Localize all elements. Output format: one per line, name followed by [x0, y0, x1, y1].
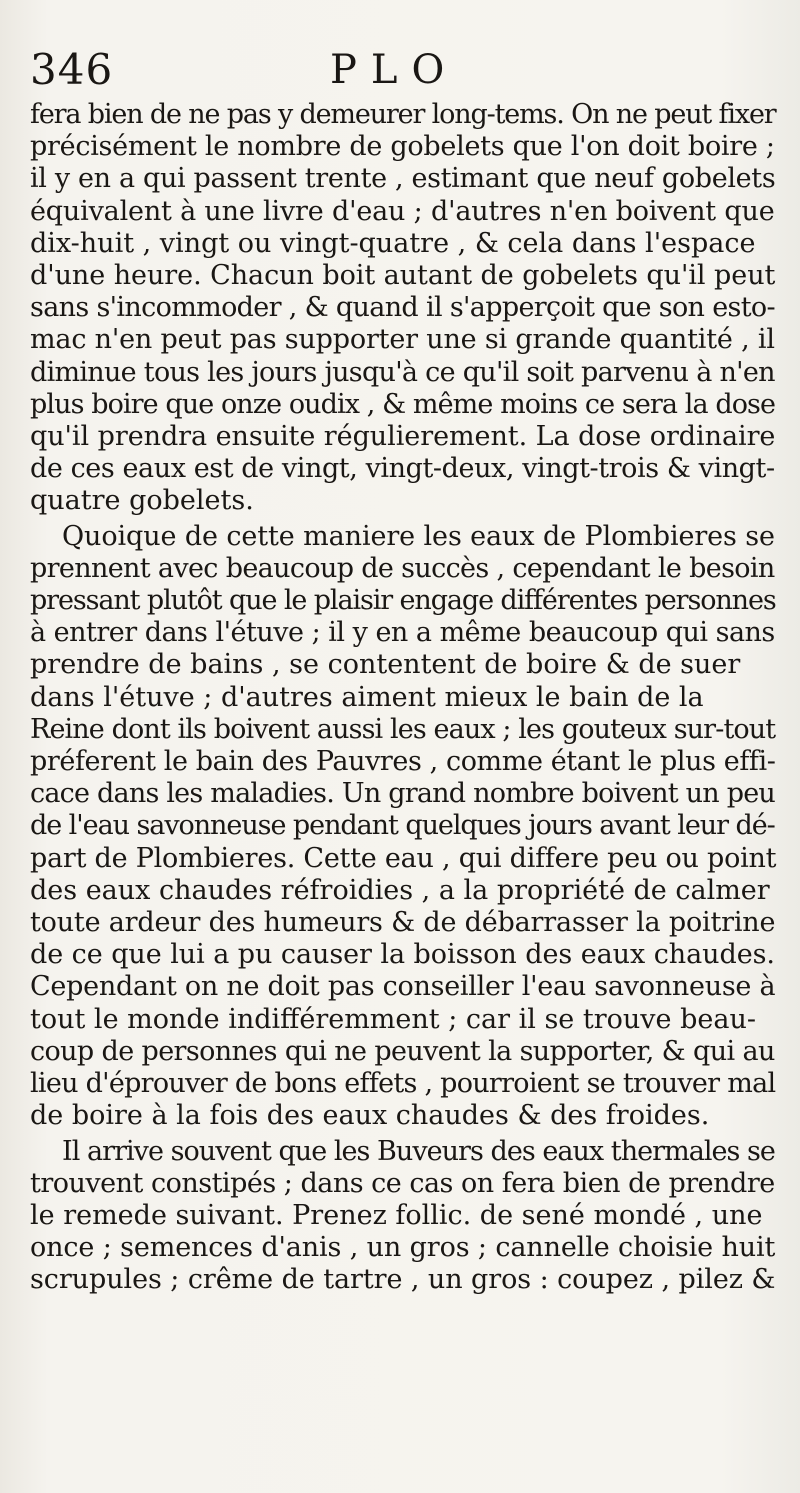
text-line: once ; semences d'anis , un gros ; cannelle choisie huit [30, 1232, 776, 1264]
text-line: part de Plombieres. Cette eau , qui differe peu ou point [30, 842, 777, 874]
text-line: d'une heure. Chacun boit autant de gobelets qu'il peut [30, 260, 776, 292]
body-text [30, 99, 775, 1297]
text-line: Quoique de cette maniere les eaux de Plombieres se [62, 520, 775, 552]
text-line: fera bien de ne pas y demeurer long-tems. On ne peut fixer [30, 99, 776, 130]
text-line: trouvent constipés ; dans ce cas on fera bien de prendre [30, 1167, 775, 1199]
page-number: 346 [30, 45, 114, 94]
text-line: dans l'étuve ; d'autres aiment mieux le bain de la [30, 681, 704, 713]
text-line: sans s'incommoder , & quand il s'apperçoit que son esto- [30, 292, 775, 324]
page-header [0, 44, 800, 96]
paragraph-2 [30, 521, 775, 1133]
text-line: lieu d'éprouver de bons effets , pourroient se trouver mal [30, 1068, 776, 1100]
text-line: plus boire que onze oudix , & même moins ce sera la dose [30, 388, 776, 420]
text-line: Reine dont ils boivent aussi les eaux ; les gouteux sur-tout [30, 713, 776, 745]
text-line: de l'eau savonneuse pendant quelques jours avant leur dé- [30, 810, 775, 842]
running-head: PLO [330, 47, 459, 93]
text-line: diminue tous les jours jusqu'à ce qu'il soit parvenu à n'en [30, 356, 775, 388]
text-line: prennent avec beaucoup de succès , cependant le besoin [30, 552, 775, 584]
text-line: mac n'en peut pas supporter une si grande quantité , il [30, 324, 775, 356]
text-line: le remede suivant. Prenez follic. de sené mondé , une [30, 1199, 763, 1231]
text-line: coup de personnes qui ne peuvent la supporter, & qui au [30, 1035, 775, 1067]
text-line: cace dans les maladies. Un grand nombre boivent un peu [30, 778, 776, 810]
text-line: il y en a qui passent trente , estimant que neuf gobelets [30, 163, 776, 195]
text-line: précisément le nombre de gobelets que l'on doit boire ; [30, 131, 775, 163]
text-line: de ce que lui a pu causer la boisson des eaux chaudes. [30, 939, 775, 971]
text-line: dix-huit , vingt ou vingt-quatre , & cela dans l'espace [30, 227, 756, 259]
text-line: de boire à la fois des eaux chaudes & des froides. [30, 1100, 710, 1132]
paragraph-1 [30, 99, 775, 518]
text-line: scrupules ; crême de tartre , un gros : coupez , pilez & [30, 1264, 776, 1296]
text-line: Il arrive souvent que les Buveurs des eaux thermales se [62, 1135, 775, 1167]
text-line: quatre gobelets. [30, 485, 254, 517]
text-line: toute ardeur des humeurs & de débarrasser la poitrine [30, 907, 776, 939]
text-line: de ces eaux est de vingt, vingt-deux, vingt-trois & vingt- [30, 453, 775, 485]
text-line: pressant plutôt que le plaisir engage différentes personnes [30, 585, 776, 617]
text-line: tout le monde indifféremment ; car il se trouve beau- [30, 1003, 756, 1035]
paragraph-3 [30, 1136, 775, 1297]
text-line: à entrer dans l'étuve ; il y en a même beaucoup qui sans [30, 617, 775, 649]
text-line: préferent le bain des Pauvres , comme étant le plus effi- [30, 746, 776, 778]
text-line: prendre de bains , se contentent de boire & de suer [30, 649, 741, 681]
text-line: des eaux chaudes réfroidies , a la propriété de calmer [30, 874, 770, 906]
text-line: Cependant on ne doit pas conseiller l'eau savonneuse à [30, 971, 776, 1003]
text-line: qu'il prendra ensuite régulierement. La dose ordinaire [30, 421, 776, 453]
text-line: équivalent à une livre d'eau ; d'autres n'en boivent que [30, 195, 775, 227]
